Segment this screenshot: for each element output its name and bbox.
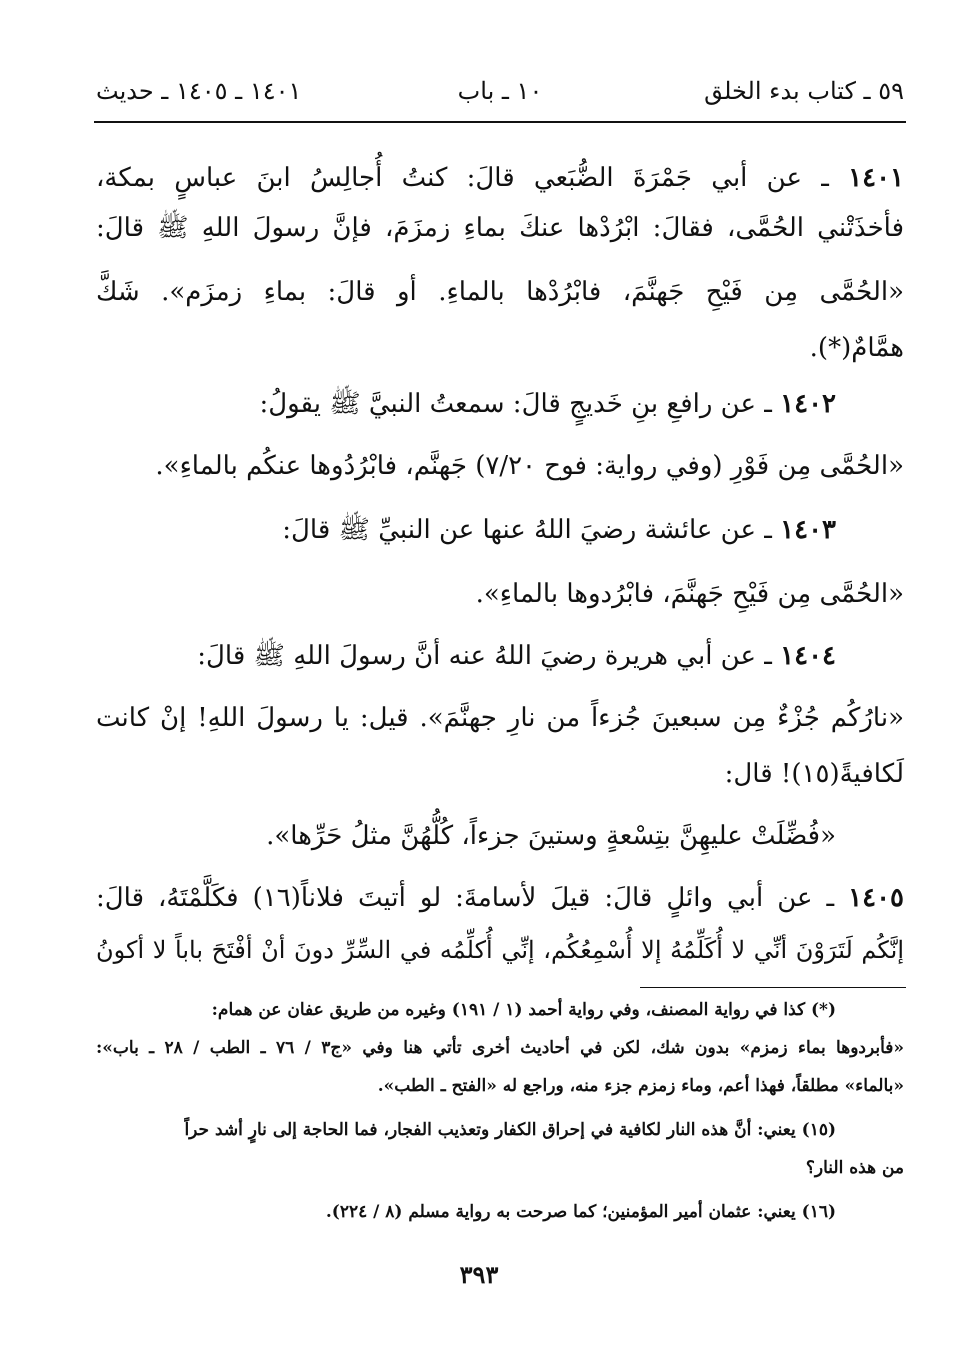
footnote-star-line-2: «فأبردوها بماء زمزم» بدون شك، لكن في أحاديث أخرى تأتي هنا وفي «ج٣ / ٧٦ ـ الطب / ٢٨ ـ باب»:: [96, 1038, 905, 1058]
running-header: [96, 72, 904, 110]
header-hadith-range: ١٤٠١ ـ ١٤٠٥ ـ حديث: [96, 77, 302, 105]
hadith-number: ١٤٠٣: [780, 515, 836, 545]
header-rule: [94, 121, 906, 123]
hadith-1405-line-2: إنَّكُم لَتَرَوْنَ أنِّي لا أُكَلِّمُهُ إلا أُسْمِعُكُم، إنِّي أُكلِّمُه في السِّرِّ دونَ أنْ أفْتَحَ باباً لا أكونُ: [96, 936, 904, 964]
hadith-number: ١٤٠١: [848, 163, 905, 193]
hadith-1401-line-1: [96, 156, 904, 200]
hadith-1403-line-1: [282, 508, 836, 552]
hadith-1403-line-2: «الحُمَّى مِن فَيْحِ جَهنَّمَ، فابْرُدوها بالماءِ».: [475, 579, 904, 609]
hadith-1404-line-4: «فُضِّلَتْ عليهِنَّ بتِسْعةٍ وستينَ جزءاً، كُلُّهُنَّ مثلُ حَرِّها».: [266, 821, 836, 851]
hadith-number: ١٤٠٥: [848, 883, 905, 913]
header-chapter: ١٠ ـ باب: [457, 77, 543, 105]
footnote-rule: [640, 987, 906, 988]
page-number: ٣٩٣: [459, 1260, 499, 1289]
hadith-number: ١٤٠٢: [780, 389, 836, 419]
hadith-1402-line-1: [259, 382, 836, 426]
hadith-1402-line-2: «الحُمَّى مِن فَوْرِ (وفي رواية: فوح ٧/٢٠) جَهنَّم، فابْرُدُوها عنكُم بالماءِ».: [155, 451, 904, 481]
footnote-star-line-1: (*) كذا في رواية المصنف، وفي رواية أحمد (١ / ١٩١) وغيره من طريق عفان عن همام:: [211, 1000, 836, 1020]
hadith-1404-line-1: [197, 634, 836, 678]
hadith-text: ـ عن أبي جَمْرَةَ الضُّبَعي قالَ: كنتُ أُجالِسُ ابنَ عباسٍ بمكة،: [96, 163, 829, 193]
hadith-text: ـ عن عائشة رضيَ اللهُ عنها عن النبيِّ ﷺ قالَ:: [282, 515, 772, 545]
hadith-1405-line-1: [96, 876, 904, 920]
header-book-title: ٥٩ ـ كتاب بدء الخلق: [704, 77, 904, 105]
hadith-text: ـ عن أبي هريرة رضيَ اللهُ عنه أنَّ رسولَ اللهِ ﷺ قالَ:: [197, 641, 772, 671]
hadith-text: ـ عن رافعِ بنِ خَديجٍ قالَ: سمعتُ النبيَّ ﷺ يقولُ:: [259, 389, 772, 419]
hadith-1404-line-3: لَكافيةً(١٥)! قال:: [724, 759, 904, 789]
hadith-text: ـ عن أبي وائلٍ قالَ: قيلَ لأسامةَ: لو أتيتَ فلاناً(١٦) فكَلَّمْتَهُ، قالَ:: [96, 883, 835, 913]
footnote-star-line-3: «بالماء» مطلقاً، فهذا أعم، وماء زمزم جزء منه، وراجع له «الفتح ـ الطب».: [377, 1076, 904, 1096]
footnote-16-line-1: (١٦) يعني: عثمان أمير المؤمنين؛ كما صرحت به رواية مسلم (٨ / ٢٢٤).: [325, 1202, 836, 1222]
hadith-1401-line-4: همَّامٌ(*).: [809, 333, 904, 363]
footnote-15-line-1: (١٥) يعني: أنَّ هذه النار لكافية في إحراق الكفار وتعذيب الفجار، فما الحاجة إلى نارٍ أشد حراً: [184, 1120, 836, 1140]
hadith-1404-line-2: «نارُكُم جُزْءٌ مِن سبعينَ جُزءاً من نارِ جهنَّمَ». قيل: يا رسولَ اللهِ! إنْ كانت: [96, 703, 904, 733]
hadith-1401-line-3: «الحُمَّى مِن فَيْحِ جَهنَّمَ، فابْرُدْها بالماءِ. أو قالَ: بماءِ زمزَم». شَكَّ: [96, 277, 904, 307]
footnote-15-line-2: من هذه النار؟: [805, 1158, 904, 1178]
hadith-1401-line-2: فأخذَتْني الحُمَّى، فقالَ: ابْرُدْها عنكَ بماءِ زمزَمَ، فإنَّ رسولَ اللهِ ﷺ قالَ:: [96, 213, 904, 243]
hadith-number: ١٤٠٤: [780, 641, 836, 671]
